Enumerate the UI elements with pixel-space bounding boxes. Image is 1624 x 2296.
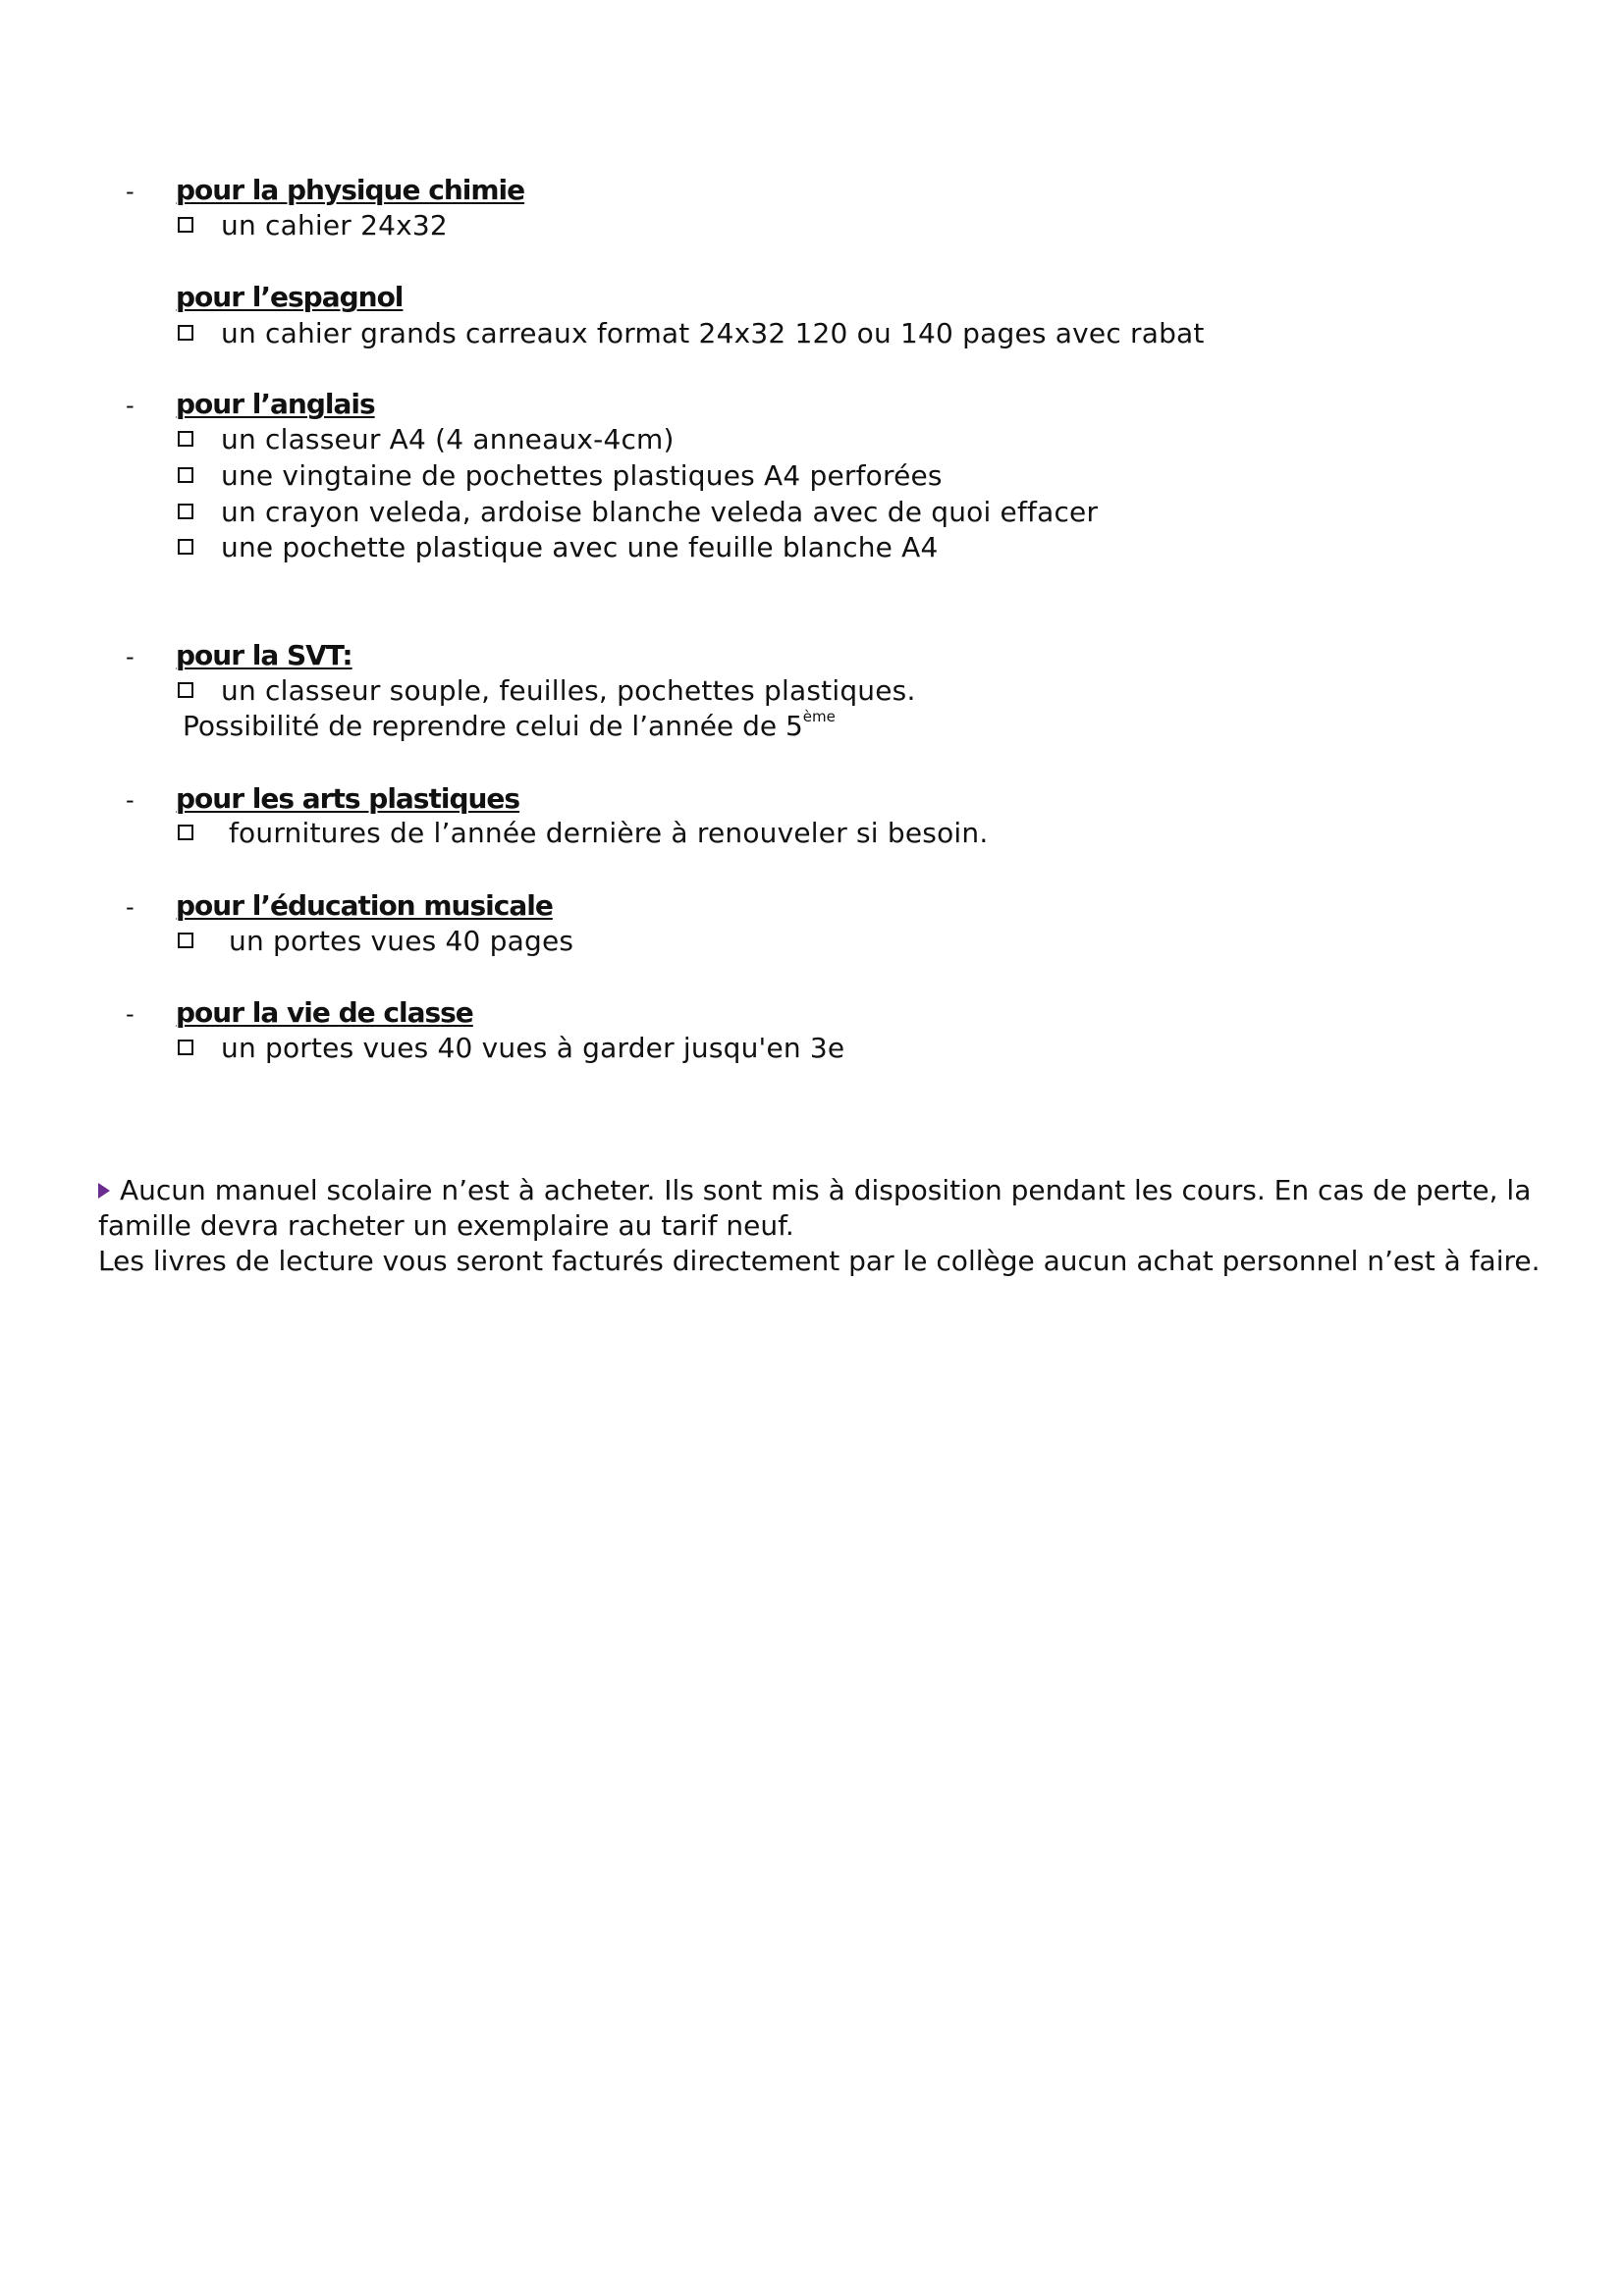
section-heading: pour l’anglais xyxy=(176,388,375,420)
supply-item-text: un portes vues 40 vues à garder jusqu'en 3e xyxy=(221,1032,845,1064)
section-heading: pour l’éducation musicale xyxy=(176,889,553,922)
supply-note xyxy=(183,709,836,744)
supply-item-text: un cahier 24x32 xyxy=(221,209,448,241)
triangle-bullet-icon xyxy=(98,1183,110,1199)
section-heading: pour la physique chimie xyxy=(176,174,525,206)
checkbox-icon xyxy=(178,217,193,233)
checkbox-icon xyxy=(178,682,193,698)
section-heading: pour la SVT: xyxy=(176,639,352,671)
notice-line xyxy=(98,1208,794,1244)
checkbox-icon xyxy=(178,825,193,840)
supply-item-text: un crayon veleda, ardoise blanche veleda avec de quoi effacer xyxy=(221,496,1099,528)
supply-item-text: fournitures de l’année dernière à renouveler si besoin. xyxy=(229,817,989,849)
notice-line-text: Aucun manuel scolaire n’est à acheter. Ils sont mis à disposition pendant les cours. En cas de perte, la xyxy=(120,1174,1532,1206)
checkbox-icon xyxy=(178,325,193,341)
notice-line-text: Les livres de lecture vous seront facturés directement par le collège aucun achat personnel n’est à faire. xyxy=(98,1245,1541,1277)
notice-line-text: famille devra racheter un exemplaire au tarif neuf. xyxy=(98,1209,794,1242)
supply-item-text: un classeur souple, feuilles, pochettes plastiques. xyxy=(221,674,916,707)
checkbox-icon xyxy=(178,431,193,447)
checkbox-icon xyxy=(178,1040,193,1055)
supply-item-text: une pochette plastique avec une feuille blanche A4 xyxy=(221,531,939,563)
list-dash: - xyxy=(126,786,135,814)
checkbox-icon xyxy=(178,933,193,948)
ordinal-suffix: ème xyxy=(802,708,836,725)
list-dash: - xyxy=(126,178,135,205)
checkbox-icon xyxy=(178,539,193,555)
checkbox-icon xyxy=(178,504,193,519)
section-heading: pour les arts plastiques xyxy=(176,782,520,815)
section-heading: pour l’espagnol xyxy=(176,281,404,313)
notice-line xyxy=(98,1173,1531,1208)
section-heading: pour la vie de classe xyxy=(176,996,473,1029)
list-dash: - xyxy=(126,392,135,419)
supply-note-text: Possibilité de reprendre celui de l’année de 5 xyxy=(183,710,803,742)
list-dash: - xyxy=(126,893,135,921)
list-dash: - xyxy=(126,1000,135,1028)
notice-line xyxy=(98,1244,1541,1279)
supply-item-text: une vingtaine de pochettes plastiques A4 perforées xyxy=(221,459,943,492)
list-dash: - xyxy=(126,643,135,670)
supply-item-text: un classeur A4 (4 anneaux-4cm) xyxy=(221,423,675,455)
supply-item-text: un cahier grands carreaux format 24x32 120 ou 140 pages avec rabat xyxy=(221,317,1205,349)
checkbox-icon xyxy=(178,467,193,483)
supply-item-text: un portes vues 40 pages xyxy=(229,925,574,957)
